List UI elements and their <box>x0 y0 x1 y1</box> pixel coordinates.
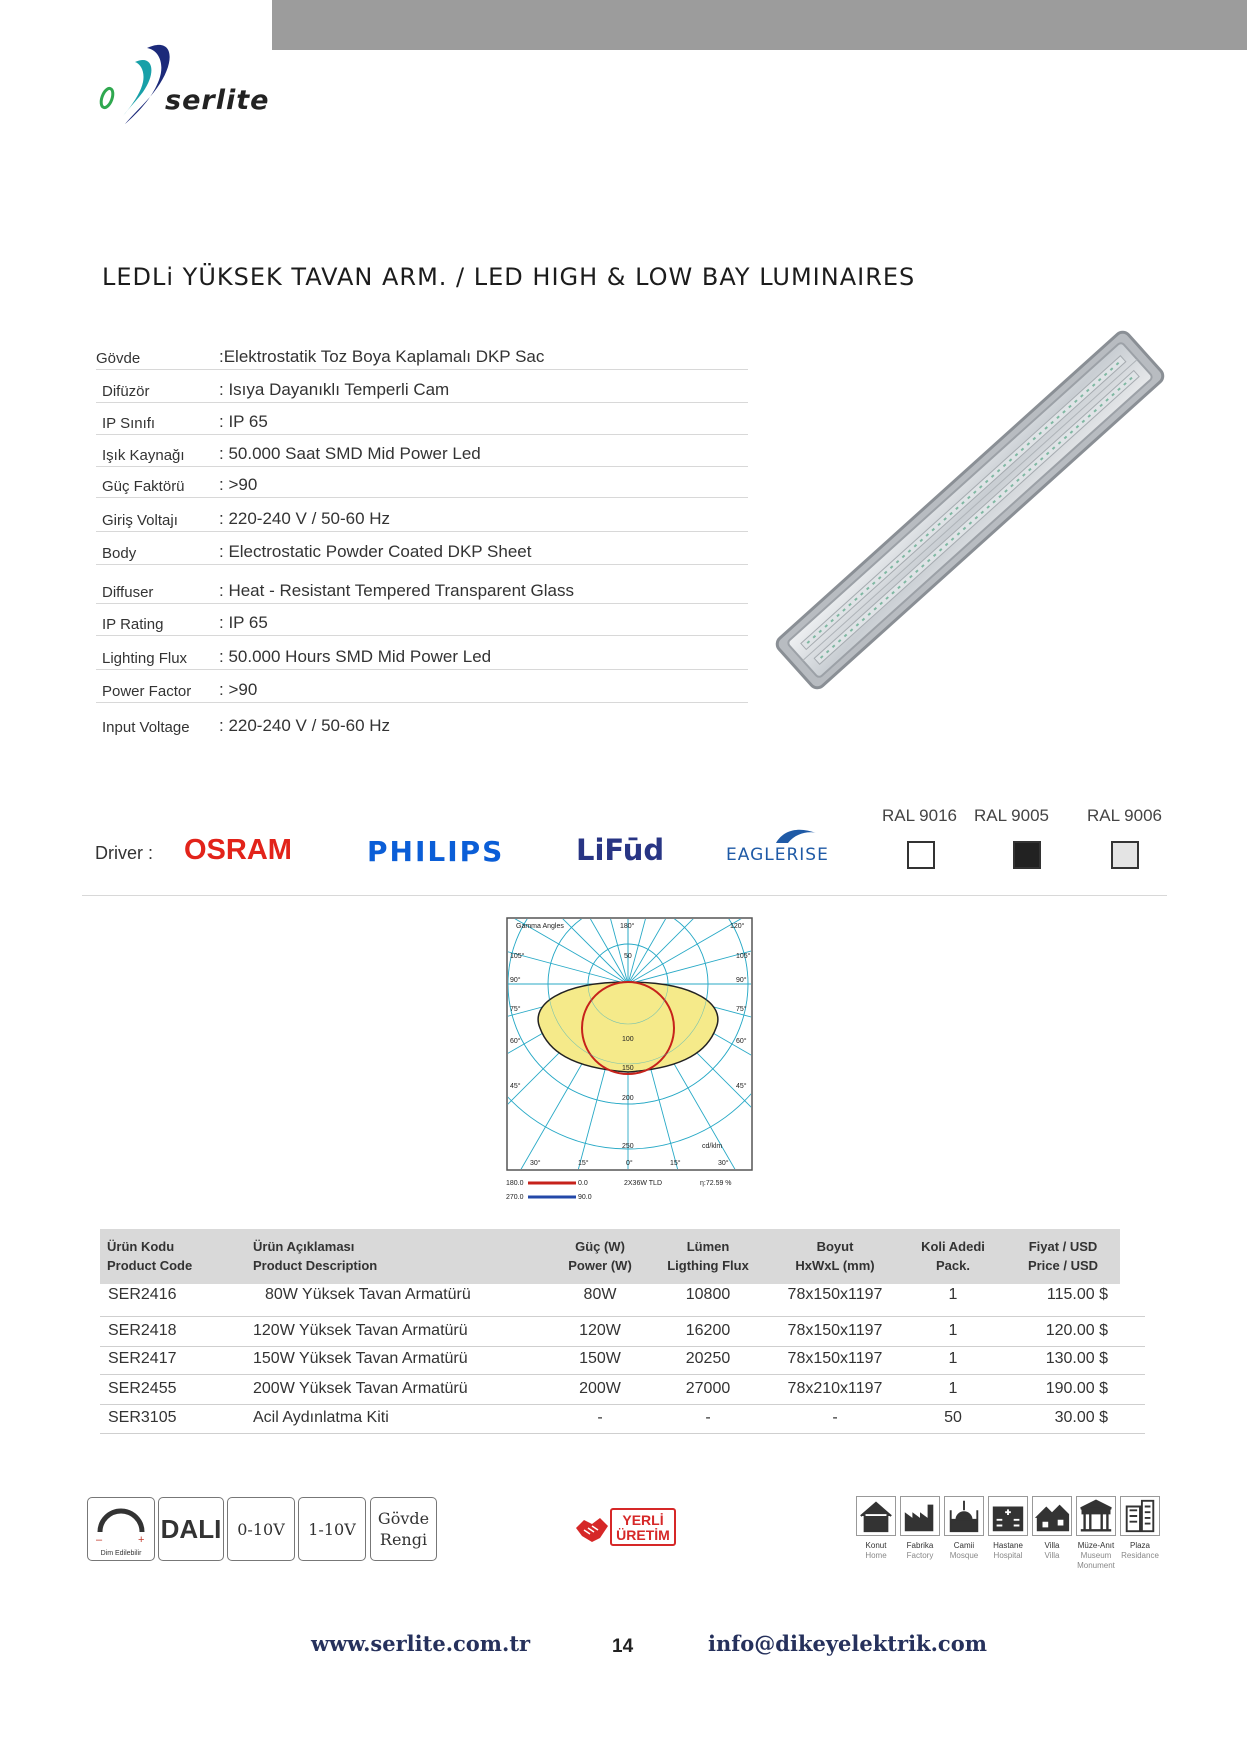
right-angle: 90° <box>736 977 747 984</box>
application-label: Müze-Anıt Museum Monument <box>1077 1541 1115 1570</box>
cell-flux: 27000 <box>685 1380 731 1397</box>
right-angle: 45° <box>736 1083 747 1090</box>
bottom-angle: 15° <box>578 1160 589 1167</box>
driver-label: Driver : <box>95 843 153 863</box>
cell-size: 78x210x1197 <box>787 1380 883 1397</box>
spec-value: : Heat - Resistant Tempered Transparent Glass <box>219 581 574 600</box>
lamp-label: 2X36W TLD <box>624 1180 662 1187</box>
spec-row <box>96 571 748 604</box>
application-label: Hastane Hospital <box>993 1541 1023 1560</box>
svg-text:–: – <box>96 1534 103 1546</box>
cell-pack: 1 <box>948 1350 958 1367</box>
local-production-badge <box>574 1508 678 1550</box>
spec-label: Güç Faktörü <box>102 478 185 495</box>
right-angle: 105° <box>736 953 751 960</box>
cell-desc: Acil Aydınlatma Kiti <box>253 1409 389 1426</box>
table-row <box>100 1346 1145 1375</box>
cell-flux: 16200 <box>685 1322 731 1339</box>
handshake-icon <box>574 1514 610 1546</box>
left-angle: 105° <box>510 953 525 960</box>
left-angle: 60° <box>510 1038 521 1045</box>
application-label: Fabrika Factory <box>906 1541 934 1560</box>
eaglerise-wordmark: EAGLERISE <box>726 845 829 865</box>
dim-label: Dim Edilebilir <box>100 1550 142 1557</box>
th-size: Boyut HxWxL (mm) <box>795 1239 875 1273</box>
dimmable-badge <box>87 1497 155 1561</box>
spec-label: IP Rating <box>102 616 164 633</box>
right-angle: 75° <box>736 1006 747 1013</box>
spec-label: Body <box>102 545 137 562</box>
radial-label: 100 <box>622 1036 634 1043</box>
spec-row <box>96 670 748 703</box>
spec-value: :Elektrostatik Toz Boya Kaplamalı DKP Sac <box>219 347 545 366</box>
local-line-2: ÜRETİM <box>616 1527 670 1543</box>
page-title: LEDLi YÜKSEK TAVAN ARM. / LED HIGH & LOW BAY LUMINAIRES <box>102 263 916 291</box>
cell-price: 30.00 $ <box>1054 1409 1108 1426</box>
bottom-angle: 30° <box>530 1160 541 1167</box>
efficiency-label: η:72.59 % <box>700 1180 732 1187</box>
application-label: Konut Home <box>865 1541 887 1560</box>
cell-flux: 20250 <box>685 1350 731 1367</box>
spec-value: : 50.000 Saat SMD Mid Power Led <box>219 444 481 463</box>
radial-label: 200 <box>622 1095 634 1102</box>
cell-power: 150W <box>579 1350 621 1367</box>
gamma-angles-label: Gamma Angles <box>516 923 564 930</box>
left-angle: 45° <box>510 1083 521 1090</box>
application-label: Camii Mosque <box>949 1541 979 1560</box>
table-row <box>100 1405 1145 1434</box>
cell-power: 80W <box>583 1286 617 1303</box>
page-number: 14 <box>612 1636 634 1657</box>
spec-label: Power Factor <box>102 683 192 700</box>
cell-pack: 50 <box>944 1409 962 1426</box>
villa-icon <box>1032 1496 1072 1541</box>
ral-9006-label: RAL 9006 <box>1087 806 1162 825</box>
th-power: Güç (W) Power (W) <box>568 1239 632 1273</box>
th-code: Ürün Kodu Product Code <box>107 1239 193 1273</box>
cell-code: SER2417 <box>108 1350 177 1367</box>
cell-power: 120W <box>579 1322 621 1339</box>
cell-price: 130.00 $ <box>1045 1350 1108 1367</box>
1-10v-badge: 1-10V <box>298 1497 366 1561</box>
unit-label: cd/klm <box>702 1143 723 1150</box>
cell-desc: 150W Yüksek Tavan Armatürü <box>253 1350 468 1367</box>
cell-price: 190.00 $ <box>1045 1380 1108 1397</box>
spec-row <box>96 706 748 738</box>
th-flux: Lümen Ligthing Flux <box>667 1239 749 1273</box>
left-angle: 75° <box>510 1006 521 1013</box>
dim-icon <box>88 1498 154 1560</box>
lifud-logo: LiFūd <box>576 833 665 867</box>
cell-code: SER2418 <box>108 1322 177 1339</box>
spec-row <box>96 499 748 532</box>
svg-text:+: + <box>138 1534 145 1546</box>
monument-icon <box>1076 1496 1116 1541</box>
application-label: Plaza Residance <box>1121 1541 1159 1560</box>
spec-label: IP Sınıfı <box>102 415 156 432</box>
cell-flux: - <box>705 1409 711 1426</box>
ral-9006-swatch <box>1111 841 1139 869</box>
table-row <box>100 1282 1145 1317</box>
divider <box>82 895 1167 896</box>
brand-wordmark: serlite <box>165 85 270 116</box>
spec-value: : 220-240 V / 50-60 Hz <box>219 509 391 528</box>
ral-9005-label: RAL 9005 <box>974 806 1049 825</box>
legend-1-start: 180.0 <box>506 1180 524 1187</box>
spec-row <box>96 337 748 370</box>
spec-label: Difüzör <box>102 383 150 400</box>
legend-2-end: 90.0 <box>578 1194 592 1201</box>
spec-label: Giriş Voltajı <box>102 512 178 529</box>
local-production-text <box>610 1508 676 1546</box>
left-angle: 90° <box>510 977 521 984</box>
factory-icon <box>900 1496 940 1541</box>
home-icon <box>856 1496 896 1541</box>
cell-code: SER3105 <box>108 1409 177 1426</box>
dali-badge: DALI <box>158 1497 224 1561</box>
cell-price: 115.00 $ <box>1046 1286 1108 1303</box>
legend-1-end: 0.0 <box>578 1180 588 1187</box>
cell-power: 200W <box>579 1380 621 1397</box>
spec-row <box>96 637 748 670</box>
spec-value: : 50.000 Hours SMD Mid Power Led <box>219 647 492 666</box>
angle-180: 180° <box>620 923 635 930</box>
bottom-angle: 15° <box>670 1160 681 1167</box>
cell-code: SER2416 <box>108 1286 177 1303</box>
local-line-1: YERLİ <box>622 1512 664 1528</box>
cell-price: 120.00 $ <box>1045 1322 1108 1339</box>
cell-desc: 80W Yüksek Tavan Armatürü <box>265 1286 471 1303</box>
ral-9016-label: RAL 9016 <box>882 806 957 825</box>
th-pack: Koli Adedi Pack. <box>921 1239 985 1273</box>
bottom-angle: 0° <box>626 1160 633 1167</box>
spec-value: : >90 <box>219 680 258 699</box>
spec-label: Işık Kaynağı <box>102 447 185 464</box>
ral-9016-swatch <box>907 841 935 869</box>
cell-desc: 200W Yüksek Tavan Armatürü <box>253 1380 468 1397</box>
email-link[interactable]: info@dikeyelektrik.com <box>708 1631 987 1656</box>
cell-desc: 120W Yüksek Tavan Armatürü <box>253 1322 468 1339</box>
spec-value: : IP 65 <box>219 412 268 431</box>
radial-label: 150 <box>622 1065 634 1072</box>
spec-value: : >90 <box>219 475 258 494</box>
spec-row <box>96 603 748 636</box>
angle-120: 120° <box>730 923 745 930</box>
mosque-icon <box>944 1496 984 1541</box>
cell-pack: 1 <box>948 1286 958 1303</box>
osram-logo: OSRAM <box>184 834 292 866</box>
0-10v-badge: 0-10V <box>227 1497 295 1561</box>
spec-label: Diffuser <box>102 584 154 601</box>
table-row <box>100 1318 1145 1347</box>
spec-value: : 220-240 V / 50-60 Hz <box>219 716 391 735</box>
hospital-icon <box>988 1496 1028 1541</box>
spec-value: : Electrostatic Powder Coated DKP Sheet <box>219 542 532 561</box>
body-color-badge: Gövde Rengi <box>370 1497 437 1561</box>
spec-row <box>96 532 748 565</box>
spec-label: Gövde <box>96 350 141 367</box>
legend-2-start: 270.0 <box>506 1194 524 1201</box>
cell-size: 78x150x1197 <box>787 1350 883 1367</box>
spec-label: Lighting Flux <box>102 650 188 667</box>
cell-flux: 10800 <box>685 1286 731 1303</box>
application-label: Villa Villa <box>1044 1541 1060 1560</box>
plaza-icon <box>1120 1496 1160 1541</box>
bottom-angle: 30° <box>718 1160 729 1167</box>
cell-code: SER2455 <box>108 1380 177 1397</box>
ral-9005-swatch <box>1013 841 1041 869</box>
spec-label: Input Voltage <box>102 719 190 736</box>
right-angle: 60° <box>736 1038 747 1045</box>
philips-logo: PHILIPS <box>367 835 505 868</box>
cell-size: 78x150x1197 <box>787 1286 883 1303</box>
table-header <box>100 1229 1120 1284</box>
spec-row <box>96 434 748 467</box>
spec-row <box>96 370 748 403</box>
spec-value: : IP 65 <box>219 613 268 632</box>
table-row <box>100 1376 1145 1405</box>
radial-label: 250 <box>622 1143 634 1150</box>
product-image <box>770 320 1170 700</box>
cell-pack: 1 <box>948 1322 958 1339</box>
spec-row <box>96 465 748 498</box>
header-bar <box>272 0 1247 50</box>
website-link[interactable]: www.serlite.com.tr <box>311 1631 531 1656</box>
th-desc: Ürün Açıklaması Product Description <box>253 1239 378 1273</box>
polar-light-distribution-chart <box>500 910 766 1205</box>
cell-pack: 1 <box>948 1380 958 1397</box>
spec-value: : Isıya Dayanıklı Temperli Cam <box>219 380 450 399</box>
eaglerise-logo <box>726 825 844 867</box>
radial-label: 50 <box>624 953 632 960</box>
th-price: Fiyat / USD Price / USD <box>1027 1239 1099 1273</box>
spec-row <box>96 402 748 435</box>
eagle-wing-icon <box>726 825 844 845</box>
cell-size: 78x150x1197 <box>787 1322 883 1339</box>
cell-size: - <box>832 1409 838 1426</box>
cell-power: - <box>597 1409 603 1426</box>
